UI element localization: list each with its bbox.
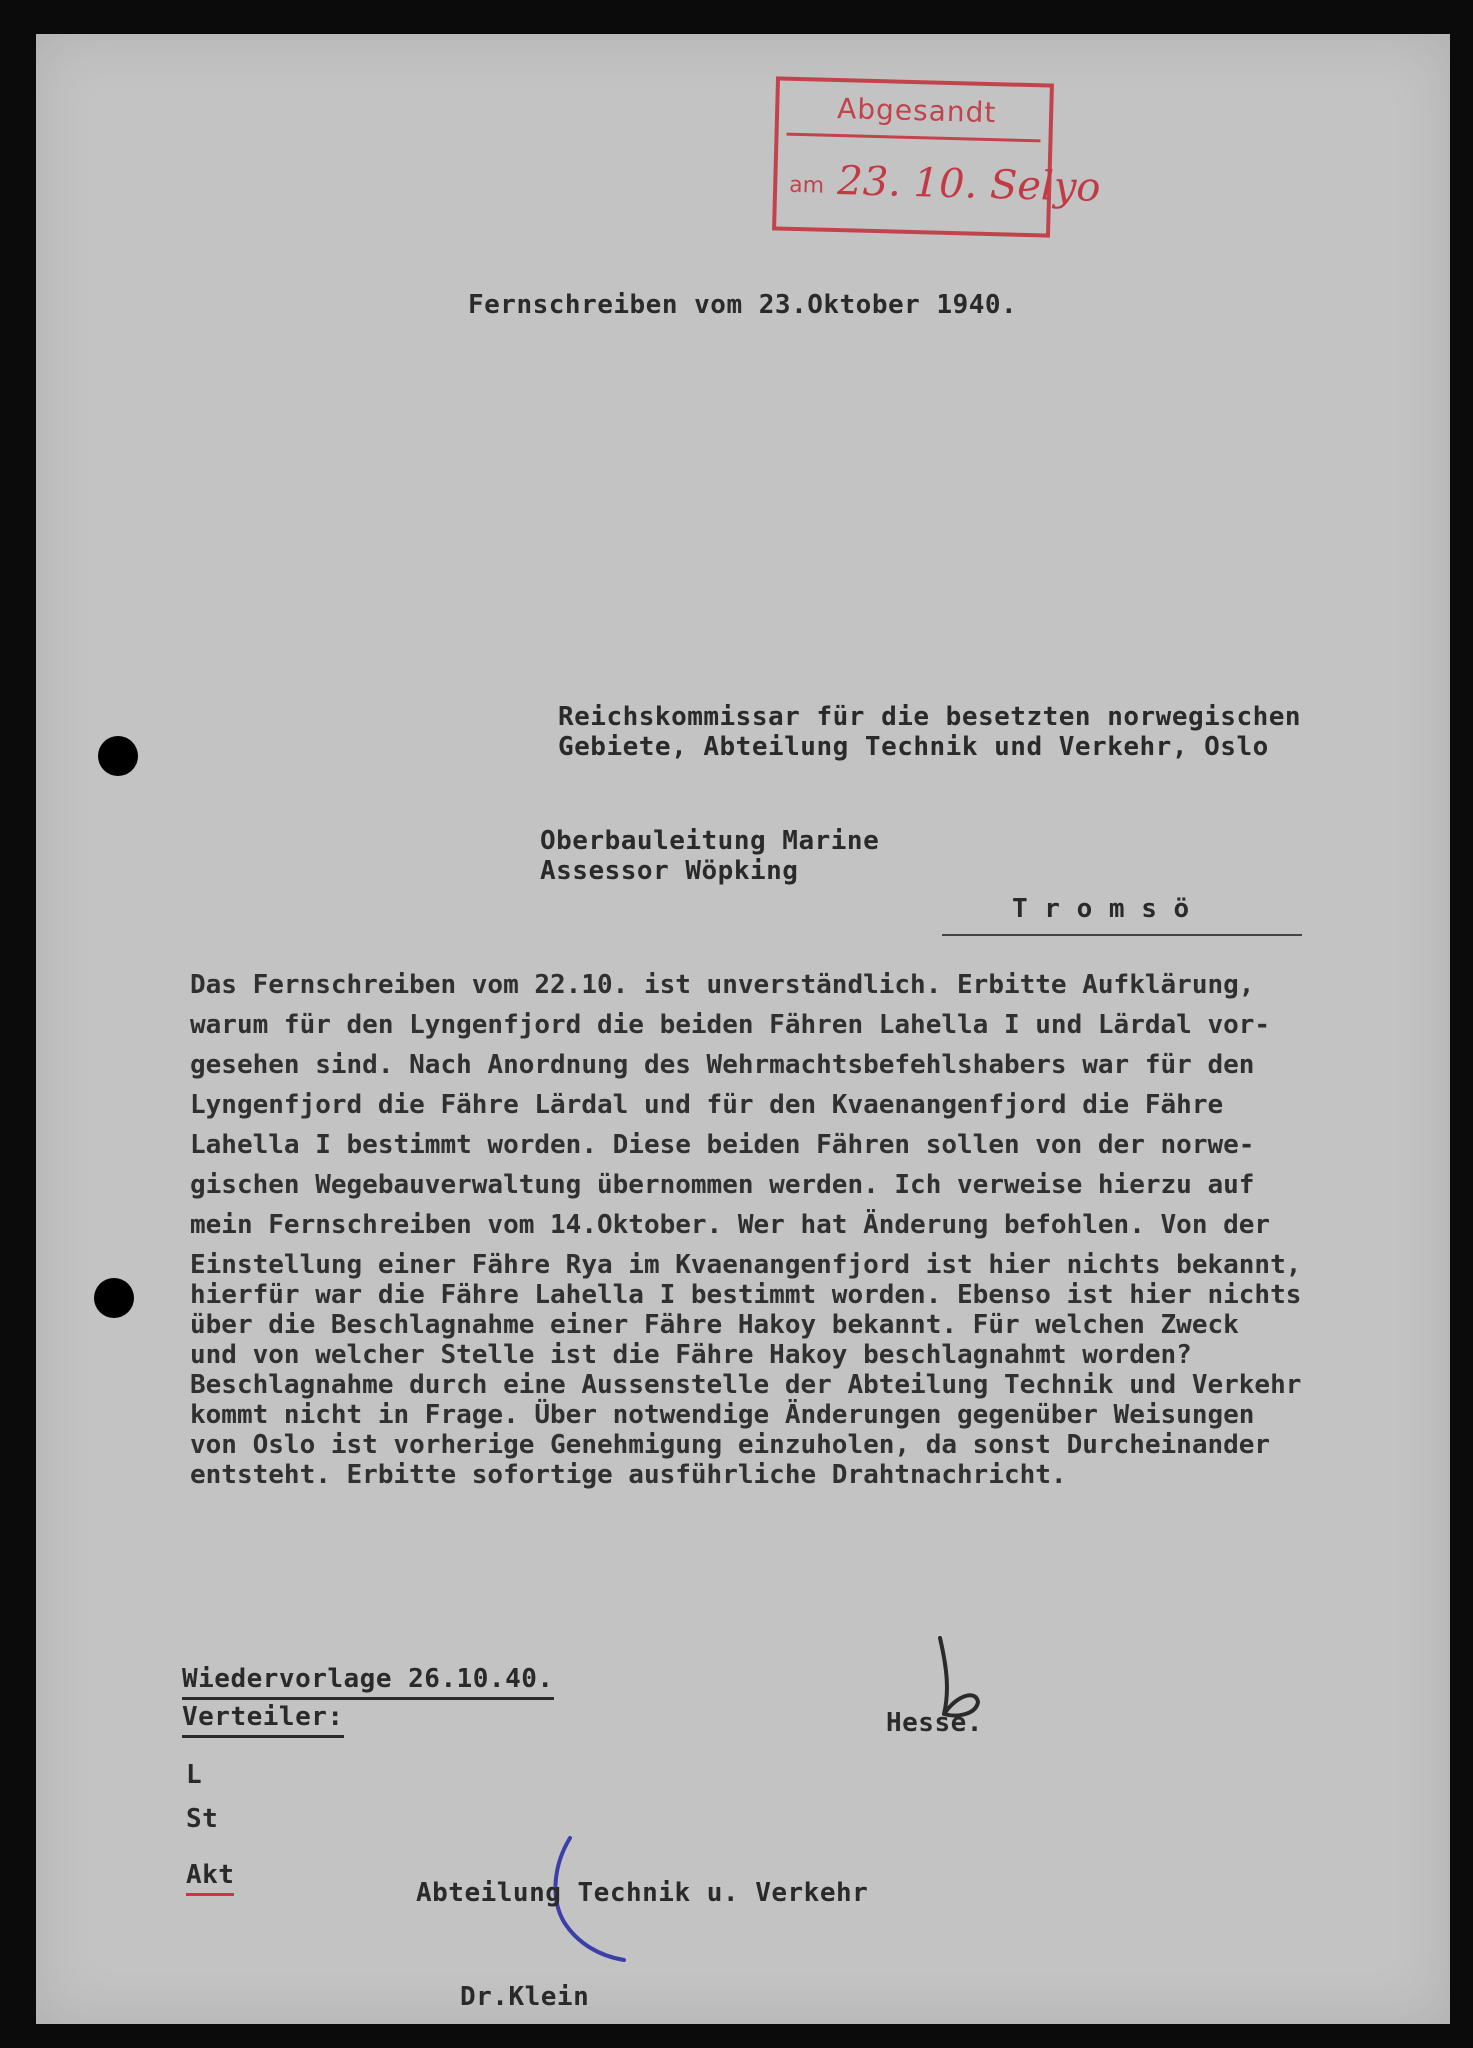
body-line: Lyngenfjord die Fähre Lärdal und für den Kvaenangenfjord die Fähre xyxy=(190,1090,1224,1120)
document-title: Fernschreiben vom 23.Oktober 1940. xyxy=(468,290,1018,320)
distribution-akt-text: Akt xyxy=(186,1860,234,1896)
signature-name: Hesse. xyxy=(886,1708,983,1738)
body-line: mein Fernschreiben vom 14.Oktober. Wer hat Änderung befohlen. Von der xyxy=(190,1210,1271,1240)
department: Abteilung Technik u. Verkehr xyxy=(416,1878,869,1908)
stamp-rule xyxy=(787,133,1041,143)
body-line: kommt nicht in Frage. Über notwendige Änderungen gegenüber Weisungen xyxy=(190,1400,1255,1430)
recipient-city: T r o m s ö xyxy=(1012,894,1190,924)
body-line: Das Fernschreiben vom 22.10. ist unverständlich. Erbitte Aufklärung, xyxy=(190,970,1255,1000)
distribution-st: St xyxy=(186,1804,219,1834)
body-line: warum für den Lyngenfjord die beiden Fähren Lahella I und Lärdal vor- xyxy=(190,1010,1271,1040)
recipient-line-1: Oberbauleitung Marine xyxy=(540,826,880,856)
body-line: und von welcher Stelle ist die Fähre Hakoy beschlagnahmt worden? xyxy=(190,1340,1192,1370)
punch-hole-top xyxy=(98,736,138,776)
verteiler-text: Verteiler: xyxy=(182,1702,344,1738)
body-line: von Oslo ist vorherige Genehmigung einzuholen, da sonst Durcheinander xyxy=(190,1430,1271,1460)
body-line: Beschlagnahme durch eine Aussenstelle der Abteilung Technik und Verkehr xyxy=(190,1370,1302,1400)
recipient-line-2: Assessor Wöpking xyxy=(540,856,799,886)
stamp-am-label: am xyxy=(788,172,825,199)
body-line: hierfür war die Fähre Lahella I bestimmt worden. Ebenso ist hier nichts xyxy=(190,1280,1302,1310)
body-line: Lahella I bestimmt worden. Diese beiden Fähren sollen von der norwe- xyxy=(190,1130,1255,1160)
body-line: entsteht. Erbitte sofortige ausführliche Drahtnachricht. xyxy=(190,1460,1067,1490)
body-line: Einstellung einer Fähre Rya im Kvaenangenfjord ist hier nichts bekannt, xyxy=(190,1250,1302,1280)
distribution-akt xyxy=(186,1862,234,1888)
verteiler-label xyxy=(182,1704,344,1730)
document-page xyxy=(36,34,1450,2024)
punch-hole-bottom xyxy=(94,1278,134,1318)
city-underline xyxy=(942,934,1302,936)
signer: Dr.Klein xyxy=(460,1982,590,2012)
stamp-handwritten-date: 23. 10. Selyo xyxy=(836,158,1102,211)
distribution-l: L xyxy=(186,1760,203,1790)
body-line: über die Beschlagnahme einer Fähre Hakoy bekannt. Für welchen Zweck xyxy=(190,1310,1239,1340)
stamp-title: Abgesandt xyxy=(836,92,997,130)
wiedervorlage-text: Wiedervorlage 26.10.40. xyxy=(182,1664,554,1700)
body-line: gischen Wegebauverwaltung übernommen werden. Ich verweise hierzu auf xyxy=(190,1170,1255,1200)
sent-stamp xyxy=(772,76,1102,237)
wiedervorlage xyxy=(182,1666,554,1692)
body-line: gesehen sind. Nach Anordnung des Wehrmachtsbefehlshabers war für den xyxy=(190,1050,1255,1080)
sender-line-2: Gebiete, Abteilung Technik und Verkehr, Oslo xyxy=(558,732,1269,762)
sender-line-1: Reichskommissar für die besetzten norwegischen xyxy=(558,702,1302,732)
message-body xyxy=(190,970,1450,1490)
